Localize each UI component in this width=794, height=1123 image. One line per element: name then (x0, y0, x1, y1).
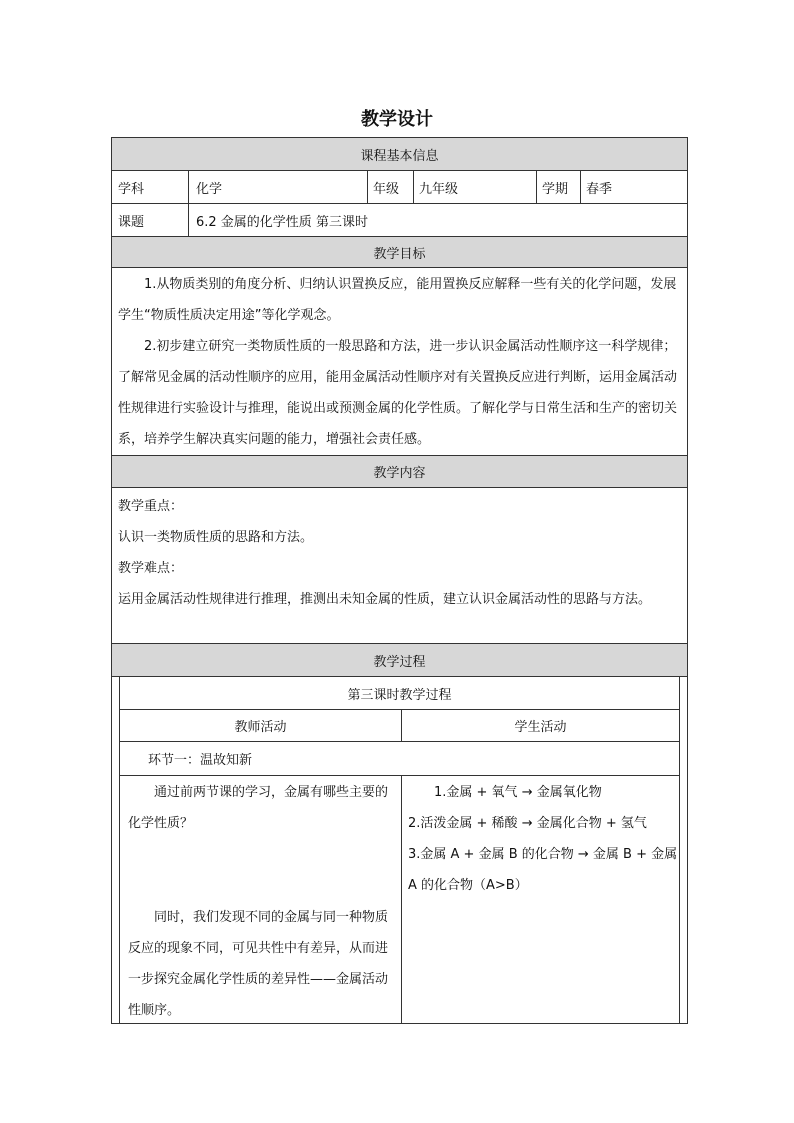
topic-label: 课题 (118, 214, 145, 230)
objectives-block (112, 268, 687, 456)
teacher-activity-question (128, 777, 396, 839)
student-activity-header: 学生活动 (514, 720, 567, 735)
subject-label: 学科 (118, 181, 145, 197)
info-row-subject (112, 171, 687, 204)
subject-value: 化学 (196, 181, 223, 197)
student-answer-1: 1.金属 + 氧气 → 金属氧化物 (434, 785, 602, 800)
term-value: 春季 (586, 181, 613, 197)
term-label: 学期 (542, 181, 569, 197)
stage-title: 环节一：温故知新 (148, 753, 253, 768)
section-basic-info-header: 课程基本信息 (112, 138, 687, 171)
teacher-question-1: 通过前两节课的学习，金属有哪些主要的化学性质？ (128, 785, 389, 831)
key-point-text: 认识一类物质性质的思路和方法。 (118, 530, 314, 545)
section-process-header: 教学过程 (112, 644, 687, 677)
teacher-question-2: 同时，我们发现不同的金属与同一种物质反应的现象不同，可见共性中有差异，从而进一步探究金属化学性质的差异性——金属活动性顺序。 (128, 910, 389, 1018)
student-answer-2: 2.活泼金属 + 稀酸 → 金属化合物 + 氢气 (408, 816, 647, 831)
grade-value: 九年级 (419, 181, 459, 197)
student-activity-answers (408, 777, 680, 901)
info-row-topic (112, 204, 687, 237)
difficulty-text: 运用金属活动性规律进行推理，推测出未知金属的性质，建立认识金属活动性的思路与方法。 (118, 592, 652, 607)
grade-label: 年级 (373, 181, 400, 197)
section-content-header: 教学内容 (112, 456, 687, 488)
student-answer-3: 3.金属 A + 金属 B 的化合物 → 金属 B + 金属 A 的化合物（A>B） (408, 847, 678, 893)
process-table (119, 677, 680, 1023)
process-subtitle-row (120, 677, 679, 710)
section-objectives-header: 教学目标 (112, 237, 687, 268)
content-block (112, 488, 687, 644)
objective-1: 1.从物质类别的角度分析、归纳认识置换反应，能用置换反应解释一些有关的化学问题，发展学生“物质性质决定用途”等化学观念。 (118, 277, 677, 323)
document-title: 教学设计 (361, 109, 433, 130)
teacher-activity-summary (128, 902, 396, 1026)
process-subtitle: 第三课时教学过程 (347, 687, 452, 703)
key-point-label: 教学重点： (118, 499, 184, 514)
stage-row (120, 742, 679, 776)
lesson-plan-table (111, 137, 688, 1024)
topic-value: 6.2 金属的化学性质 第三课时 (196, 214, 368, 230)
objective-2: 2.初步建立研究一类物质性质的一般思路和方法，进一步认识金属活动性顺序这一科学规律；了解常见金属的活动性顺序的应用，能用金属活动性顺序对有关置换反应进行判断，运用金属活动性规律进行实验设计与推理，能说出或预测金属的化学性质。了解化学与日常生活和生产的密切关系，培养学生解决真实问题的能力，增强社会责任感。 (118, 339, 678, 447)
teacher-activity-header: 教师活动 (234, 720, 287, 735)
difficulty-label: 教学难点： (118, 561, 184, 576)
process-header-row (120, 710, 679, 742)
